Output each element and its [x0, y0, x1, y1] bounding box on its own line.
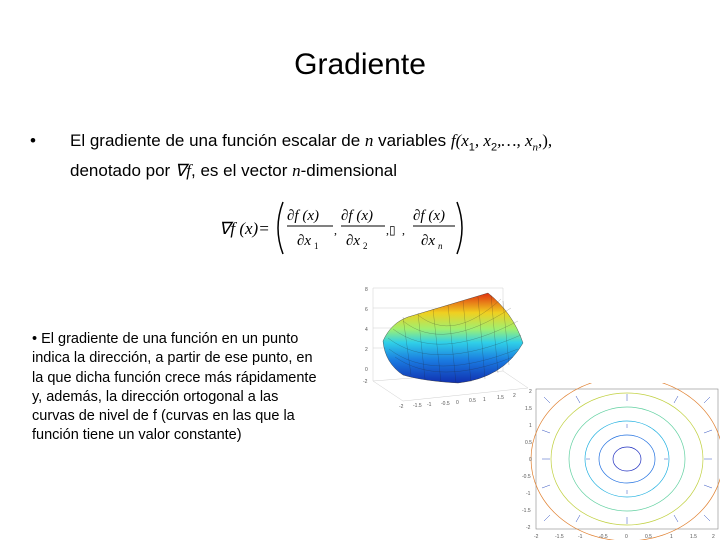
svg-text:0: 0 — [529, 457, 532, 463]
svg-text:-2: -2 — [363, 379, 368, 385]
svg-text:-2: -2 — [399, 404, 404, 410]
svg-text:1: 1 — [483, 397, 486, 403]
svg-text:0: 0 — [365, 367, 368, 373]
frac1-num: ∂f (x) — [287, 208, 319, 224]
var-n-2: n — [292, 161, 301, 181]
var-n: n — [364, 131, 374, 150]
surface-plot — [363, 283, 533, 413]
svg-text:4: 4 — [365, 327, 368, 333]
bullet-line2-mid: , es el vector — [191, 161, 293, 181]
svg-text:2: 2 — [529, 389, 532, 395]
svg-text:1: 1 — [670, 534, 673, 540]
svg-text:1.5: 1.5 — [497, 395, 504, 401]
fracn-den: ∂x — [421, 233, 436, 249]
surface-z-ticks — [363, 287, 368, 385]
formula-lhs: ∇f (x)= — [219, 219, 270, 238]
bullet-line2-text: denotado por — [70, 161, 175, 181]
svg-text:-1.5: -1.5 — [555, 534, 564, 540]
svg-text:-1.5: -1.5 — [522, 508, 531, 514]
svg-text:-1: -1 — [526, 491, 531, 497]
svg-text:-0.5: -0.5 — [599, 534, 608, 540]
paraboloid-surface — [383, 293, 523, 383]
frac2-sub: 2 — [363, 241, 368, 251]
sub-2: 2 — [490, 141, 498, 154]
gradient-explanation: • El gradiente de una función en un punto indica la dirección, a partir de ese punto, en la que dicha función crece más rápidamente y, además, la dirección ortogonal a las curvas de nivel de f (curvas en las que la función tiene un valor constante) — [32, 331, 317, 444]
frac2-den: ∂x — [346, 233, 361, 249]
svg-text:-2: -2 — [534, 534, 539, 540]
nabla-f: ∇f — [174, 161, 192, 181]
fracn-num: ∂f (x) — [413, 208, 445, 224]
bullet-marker: • — [30, 131, 36, 150]
comma-1: , — [334, 223, 337, 237]
svg-text:0: 0 — [456, 400, 459, 406]
svg-text:0.5: 0.5 — [525, 440, 532, 446]
left-paren — [278, 202, 283, 254]
svg-text:6: 6 — [365, 307, 368, 313]
sep-2: ,…, x — [497, 131, 533, 150]
frac1-den: ∂x — [297, 233, 312, 249]
svg-text:-1: -1 — [427, 402, 432, 408]
frac1-sub: 1 — [314, 241, 319, 251]
sep-1: , x — [474, 131, 491, 150]
svg-text:2: 2 — [513, 393, 516, 399]
svg-text:0: 0 — [625, 534, 628, 540]
fracn-sub: n — [438, 241, 443, 251]
main-bullet — [30, 129, 710, 183]
bullet-line1-mid: variables — [373, 131, 451, 150]
contour-axes-box — [536, 389, 718, 529]
bullet-line-1 — [70, 129, 710, 159]
right-paren — [457, 202, 462, 254]
svg-text:0.5: 0.5 — [645, 534, 652, 540]
bullet-line1-text: El gradiente de una función escalar de — [70, 131, 365, 150]
svg-text:0.5: 0.5 — [469, 398, 476, 404]
contour-y-ticks — [522, 389, 532, 531]
svg-text:-2: -2 — [526, 525, 531, 531]
svg-text:-0.5: -0.5 — [522, 474, 531, 480]
svg-text:-0.5: -0.5 — [441, 401, 450, 407]
bullet-line2-end: -dimensional — [300, 161, 398, 181]
frac2-num: ∂f (x) — [341, 208, 373, 224]
bullet-line1-end: ,), — [538, 131, 553, 150]
ellipsis-placeholder: ,▯ — [386, 223, 396, 237]
bullet-line-2 — [70, 159, 710, 183]
svg-text:8: 8 — [365, 287, 368, 293]
svg-text:1.5: 1.5 — [690, 534, 697, 540]
contour-lines — [531, 383, 720, 540]
svg-text:1.5: 1.5 — [525, 406, 532, 412]
svg-text:-1: -1 — [578, 534, 583, 540]
contour-x-ticks — [534, 534, 715, 540]
svg-text:2: 2 — [712, 534, 715, 540]
svg-text:2: 2 — [365, 347, 368, 353]
f-notation: f(x — [450, 131, 469, 150]
bullet-text — [70, 129, 710, 183]
sub-1: 1 — [468, 141, 475, 154]
svg-text:1: 1 — [529, 423, 532, 429]
gradient-formula — [215, 198, 465, 258]
comma-2: , — [402, 223, 405, 237]
sub-n: n — [532, 141, 539, 154]
contour-gradient-plot — [520, 383, 720, 540]
svg-text:-1.5: -1.5 — [413, 403, 422, 409]
gradient-arrows — [542, 394, 712, 524]
slide-title: Gradiente — [294, 48, 426, 81]
